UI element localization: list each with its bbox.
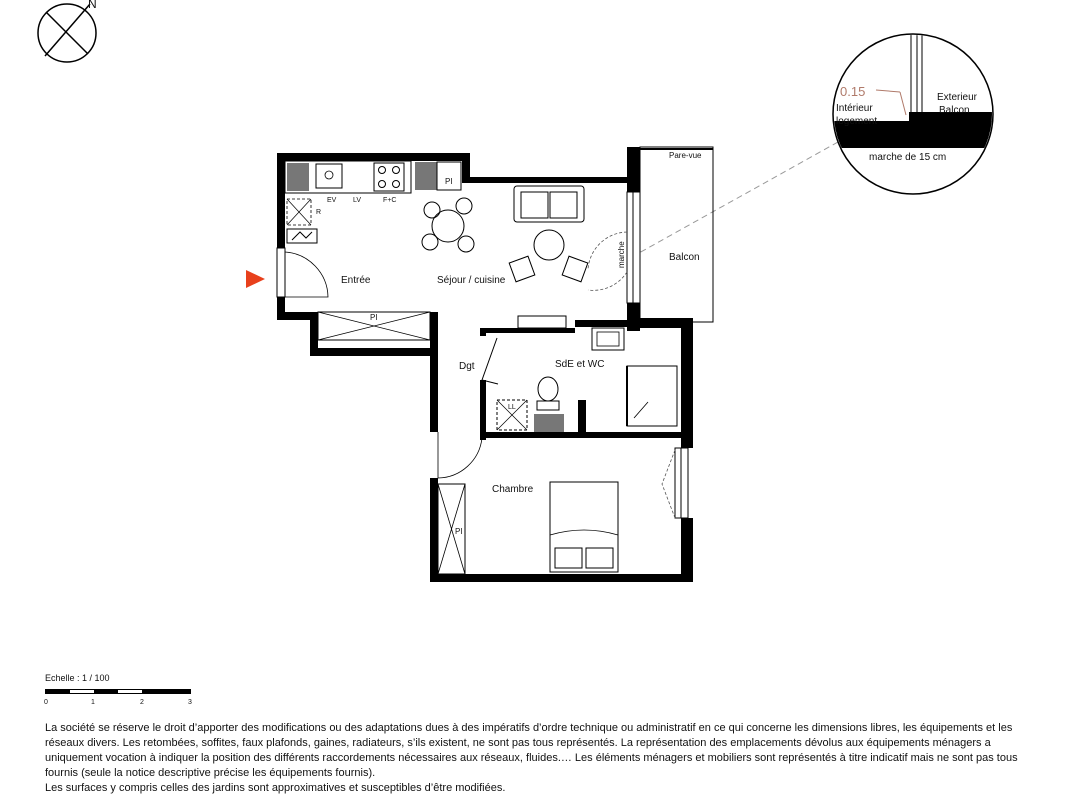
detail-interieur-2: logement [836,116,878,127]
detail-marche-caption: marche de 15 cm [869,152,947,163]
wall-chambre-right-lower [681,518,693,582]
dining-chair-1 [424,202,440,218]
dining-chair-4 [458,236,474,252]
burner-2 [393,167,400,174]
wall-sde-top-r [575,320,627,327]
bedroom [438,432,688,574]
boxing-shaft [534,414,564,432]
burner-4 [393,181,400,188]
living-furniture [422,186,588,328]
dining-chair-3 [422,234,438,250]
balcony-outline [640,147,713,322]
wall-top-left [277,153,463,161]
wall-chambre-left [430,478,438,582]
sink-drain [325,171,333,179]
bedroom-window-swing [662,450,675,518]
disclaimer-paragraph-1: La société se réserve le droit d’apporter des modifications ou des adaptations dues à des impératifs d’ordre technique ou administratif en ce qui concerne les dimensions libres, les équipements et les réseaux divers. Les retombées, soffites, faux plafonds, gaines, radiateurs, s’ils existent, ne sont pas tous représentés. La représentation des emplacements dévolus aux équipements ménagers a uniquement vocation à indiquer la position des différents raccordements nécessaires aux réseaux, fluides.… Les éléments ménagers et mobiliers sont représentés à titre indicatif mais ne sont pas tous fournis (seule la notice descriptive précise les équipements fournis). [45,722,1018,779]
fridge-block [287,163,309,191]
pi-kitchen-label: PI [445,177,453,186]
balcony [588,147,713,322]
pi-entry-label: PI [370,313,378,322]
kitchen-cabinet [415,162,437,190]
armchair-left [509,256,535,282]
dgt-label: Dgt [459,361,475,372]
dining-chair-2 [456,198,472,214]
pillow-left [555,548,582,568]
wall-sde-inner-shower [578,400,586,432]
balcon-label: Balcon [669,252,700,263]
scale-seg-4 [118,690,142,693]
r-label: R [316,209,322,216]
tv-console [518,316,566,328]
toilet-bowl [538,377,558,401]
detail-leader-line [630,142,838,258]
scale-seg-6 [166,690,190,693]
wall-dgt-top [480,328,486,336]
scale-tick-0: 0 [44,699,48,706]
wall-sde-bottom [480,432,681,438]
shower-drain [634,402,648,418]
electrical-panel [287,229,317,243]
armchair-right [562,256,588,282]
scale-bar [45,689,191,694]
detail-dimension: 0.15 [840,84,866,99]
pare-vue-label: Pare-vue [669,151,702,160]
wall-right-mid [627,303,640,331]
sink [316,164,342,188]
wall-sde-right [681,318,693,448]
scale-ticks [42,699,202,709]
ev-label: EV [327,197,337,204]
wall-sde-top [480,328,575,333]
entry-placard [318,312,430,340]
balcony-door-swing-b [588,272,627,290]
bedroom-door-swing [438,432,482,478]
pi-bedroom-label: PI [455,527,463,536]
scale-tick-1: 1 [91,699,95,706]
bed-sheet [550,530,618,535]
scale-label: Echelle : 1 / 100 [45,673,110,683]
detail-interieur-1: Intérieur [836,103,873,114]
balcony-step-detail [630,30,1000,258]
entry-door-swing [285,252,328,297]
entry-arrow [246,270,265,288]
burner-3 [379,181,386,188]
sde-label: SdE et WC [555,359,605,370]
burner-1 [379,167,386,174]
pillow-right [586,548,613,568]
wall-top-right [462,177,630,183]
sofa [514,186,584,222]
sejour-label: Séjour / cuisine [437,275,506,286]
scale-seg-1 [46,690,70,693]
wall-left [277,153,285,248]
bed [550,482,618,572]
compass [38,0,97,62]
compass-north-label: N [88,0,97,11]
entree-label: Entrée [341,275,371,286]
wall-sde-left [480,380,486,440]
wall-chambre-bottom [430,574,693,582]
wall-sde-topright [640,318,693,328]
coffee-table [534,230,564,260]
entry-door-frame [277,248,285,297]
scale-tick-3: 3 [188,699,192,706]
lv-label: LV [353,197,362,204]
sofa-seat-left [521,192,548,218]
wall-right-upper [627,147,640,192]
cooktop [374,163,404,191]
scale-seg-3 [94,690,118,693]
entry-door [246,248,371,297]
detail-exterieur-1: Exterieur [937,92,978,103]
toilet-tank [537,401,559,410]
wall-dgt-left [430,312,438,432]
scale-tick-2: 2 [140,699,144,706]
chambre-label: Chambre [492,484,534,495]
disclaimer [45,721,1050,796]
disclaimer-paragraph-2: Les surfaces y compris celles des jardins sont approximatives et susceptibles d’être modifiées. [45,782,506,794]
washbasin-bowl [597,332,619,346]
bathroom [497,328,677,432]
scale-seg-2 [70,690,94,693]
scale-seg-5 [142,690,166,693]
ll-label: LL [508,404,516,411]
fc-label: F+C [383,197,397,204]
dgt-door-swing [482,338,498,384]
wall-placard-bottom [310,348,437,356]
detail-exterieur-2: Balcon [939,105,970,116]
marche-label: marche [617,241,626,268]
electrical-symbol [292,232,312,240]
sofa-seat-right [550,192,577,218]
